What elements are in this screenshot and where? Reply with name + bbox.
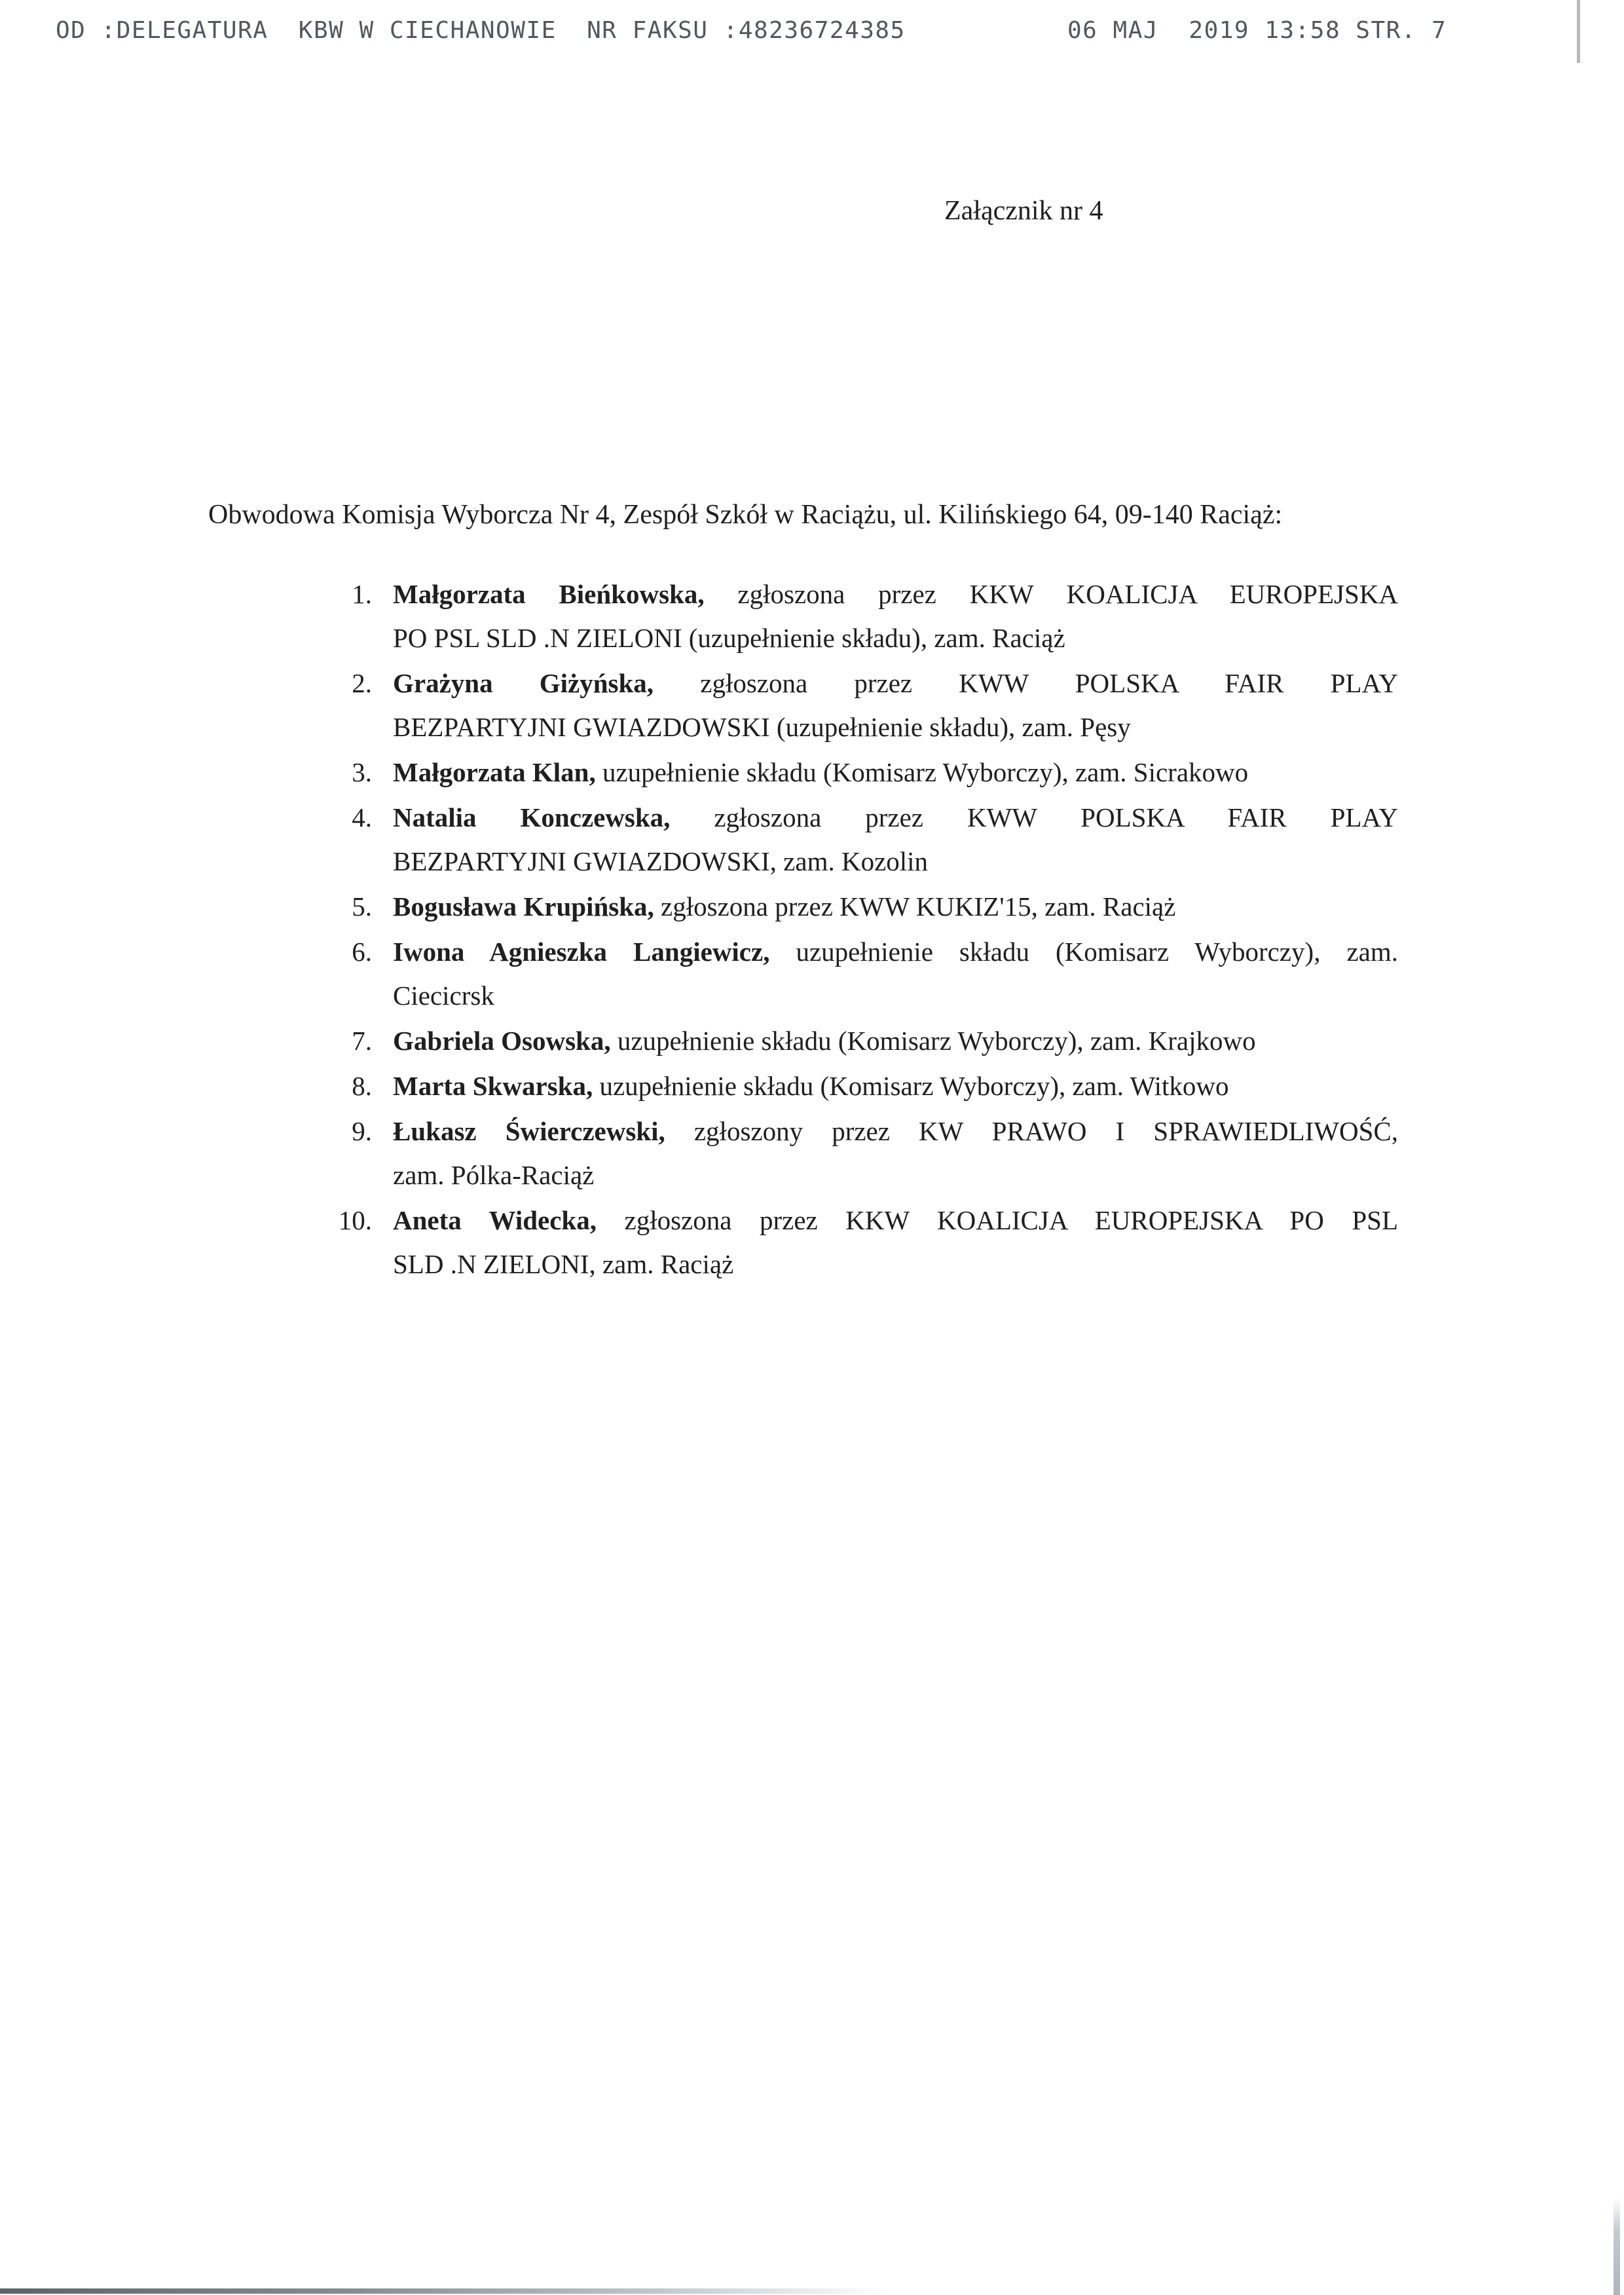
member-list xyxy=(314,572,1398,1288)
list-item xyxy=(314,662,1398,749)
fax-header-from: OD :DELEGATURA KBW W CIECHANOWIE NR FAKSU :48236724385 xyxy=(56,17,906,44)
item-line2: BEZPARTYJNI GWIAZDOWSKI (uzupełnienie składu), zam. Pęsy xyxy=(393,712,1131,742)
member-details: zgłoszona przez KWW KUKIZ'15, zam. Raciąż xyxy=(654,891,1176,922)
member-details: zgłoszona przez KKW KOALICJA EUROPEJSKA PO PSL xyxy=(596,1205,1399,1235)
item-line1 xyxy=(393,572,1398,616)
member-name: Gabriela Osowska, xyxy=(393,1026,611,1056)
item-text xyxy=(393,1064,1398,1108)
item-line1 xyxy=(393,662,1398,705)
item-number: 1. xyxy=(352,579,372,609)
item-line1 xyxy=(393,885,1398,929)
list-item xyxy=(314,572,1398,660)
attachment-label: Załącznik nr 4 xyxy=(944,196,1103,226)
item-number: 7. xyxy=(352,1026,372,1056)
member-name: Łukasz Świerczewski, xyxy=(393,1116,665,1146)
item-number: 2. xyxy=(352,668,372,698)
item-line2: PO PSL SLD .N ZIELONI (uzupełnienie składu), zam. Raciąż xyxy=(393,623,1065,653)
list-item xyxy=(314,1199,1398,1286)
item-number: 9. xyxy=(352,1116,372,1146)
member-details: uzupełnienie składu (Komisarz Wyborczy), zam. xyxy=(769,937,1398,967)
document-heading: Obwodowa Komisja Wyborcza Nr 4, Zespół Szkół w Raciążu, ul. Kilińskiego 64, 09-140 Raciąż: xyxy=(208,500,1283,530)
item-number: 10. xyxy=(338,1205,372,1235)
item-text xyxy=(393,1019,1398,1063)
scan-artifact-bottom-line xyxy=(0,2288,891,2294)
item-number: 4. xyxy=(352,802,372,832)
scan-artifact-top-right-line xyxy=(1577,0,1580,63)
member-name: Marta Skwarska, xyxy=(393,1071,593,1101)
fax-header xyxy=(0,17,1624,124)
list-item xyxy=(314,796,1398,884)
member-name: Grażyna Giżyńska, xyxy=(393,668,654,698)
member-details: uzupełnienie składu (Komisarz Wyborczy), zam. Sicrakowo xyxy=(595,757,1249,787)
item-line1 xyxy=(393,1110,1398,1153)
item-line1 xyxy=(393,1019,1398,1063)
item-text xyxy=(393,572,1398,660)
item-text xyxy=(393,796,1398,884)
item-text xyxy=(393,930,1398,1018)
item-line1 xyxy=(393,1064,1398,1108)
member-details: zgłoszona przez KKW KOALICJA EUROPEJSKA xyxy=(704,579,1399,609)
item-line2: zam. Pólka-Raciąż xyxy=(393,1160,595,1190)
item-line1 xyxy=(393,930,1398,974)
member-details: zgłoszona przez KWW POLSKA FAIR PLAY xyxy=(654,668,1398,698)
item-number: 6. xyxy=(352,937,372,967)
scan-artifact-bottom-right-strip xyxy=(1614,2198,1620,2295)
list-item xyxy=(314,751,1398,794)
item-number: 5. xyxy=(352,891,372,922)
member-name: Iwona Agnieszka Langiewicz, xyxy=(393,937,770,967)
item-line2: BEZPARTYJNI GWIAZDOWSKI, zam. Kozolin xyxy=(393,846,929,876)
member-details: zgłoszona przez KWW POLSKA FAIR PLAY xyxy=(670,802,1398,832)
item-line1 xyxy=(393,796,1398,840)
item-text xyxy=(393,885,1398,929)
item-line1 xyxy=(393,1199,1398,1242)
member-name: Bogusława Krupińska, xyxy=(393,891,654,922)
item-line2: Ciecicrsk xyxy=(393,980,494,1011)
member-name: Małgorzata Bieńkowska, xyxy=(393,579,705,609)
list-item xyxy=(314,1019,1398,1063)
member-name: Małgorzata Klan, xyxy=(393,757,596,787)
item-line2: SLD .N ZIELONI, zam. Raciąż xyxy=(393,1249,734,1279)
item-text xyxy=(393,662,1398,749)
member-details: uzupełnienie składu (Komisarz Wyborczy), zam. Krajkowo xyxy=(610,1026,1256,1056)
item-text xyxy=(393,751,1398,794)
list-item xyxy=(314,1110,1398,1197)
member-name: Natalia Konczewska, xyxy=(393,802,671,832)
item-number: 8. xyxy=(352,1071,372,1101)
member-name: Aneta Widecka, xyxy=(393,1205,597,1235)
item-text xyxy=(393,1199,1398,1286)
item-line1 xyxy=(393,751,1398,794)
item-number: 3. xyxy=(352,757,372,787)
item-text xyxy=(393,1110,1398,1197)
member-details: zgłoszony przez KW PRAWO I SPRAWIEDLIWOŚĆ, xyxy=(665,1116,1398,1146)
list-item xyxy=(314,885,1398,929)
member-details: uzupełnienie składu (Komisarz Wyborczy), zam. Witkowo xyxy=(593,1071,1229,1101)
list-item xyxy=(314,1064,1398,1108)
fax-header-datetime: 06 MAJ 2019 13:58 STR. 7 xyxy=(1067,17,1447,44)
list-item xyxy=(314,930,1398,1018)
